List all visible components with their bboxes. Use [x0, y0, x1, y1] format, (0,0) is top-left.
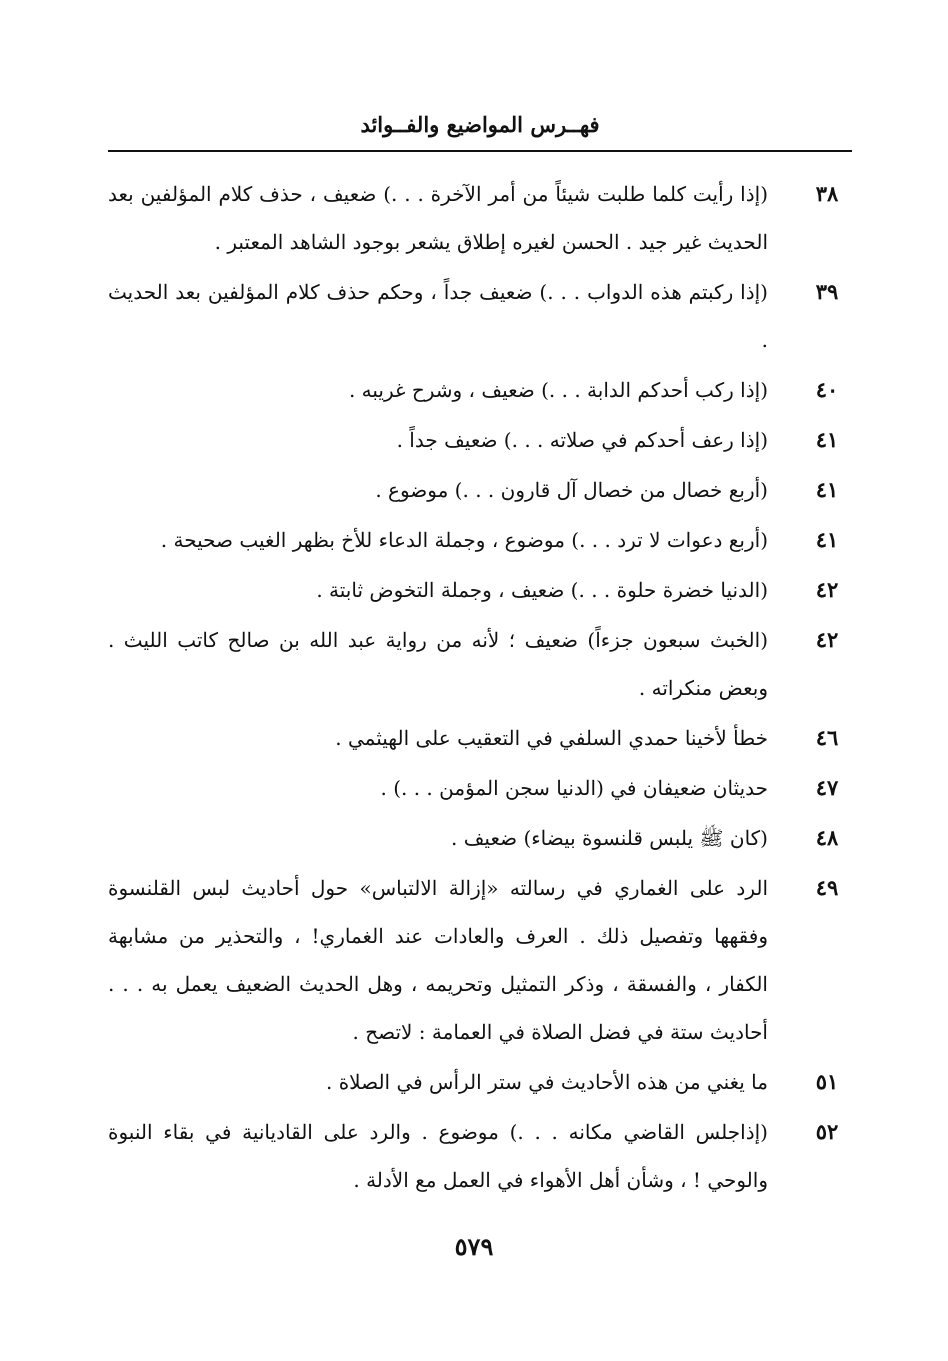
entry-text: (إذاجلس القاضي مكانه . . .) موضوع . والرد على القاديانية في بقاء النبوة والوحي ! ، وشأن أهل الأهواء في العمل مع الأدلة . — [108, 1120, 768, 1192]
entry-page-number: ٤٠ — [815, 377, 839, 402]
index-entry — [108, 1058, 852, 1106]
entry-text: (أربع خصال من خصال آل قارون . . .) موضوع . — [375, 478, 768, 502]
entry-page-number: ٤٢ — [815, 577, 839, 602]
entry-page-number: ٥٢ — [815, 1119, 839, 1144]
entry-text: (إذا رأيت كلما طلبت شيئاً من أمر الآخرة . . .) ضعيف ، حذف كلام المؤلفين بعد الحديث غير جيد . الحسن لغيره إطلاق يشعر بوجود الشاهد المعتبر . — [108, 182, 768, 254]
entry-page-number: ٤٦ — [815, 725, 839, 750]
entry-page-number: ٥١ — [815, 1069, 839, 1094]
entry-page-number: ٤٢ — [815, 627, 839, 652]
index-entry — [108, 416, 852, 464]
index-entry — [108, 170, 852, 266]
entry-page-number: ٤١ — [815, 477, 839, 502]
entry-text: حديثان ضعيفان في (الدنيا سجن المؤمن . . .) . — [380, 776, 768, 800]
index-entry — [108, 714, 852, 762]
index-entry — [108, 466, 852, 514]
entry-text: خطأ لأخينا حمدي السلفي في التعقيب على الهيثمي . — [335, 726, 768, 750]
entry-page-number: ٤١ — [815, 527, 839, 552]
index-entry — [108, 1108, 852, 1204]
entry-text: (إذا رعف أحدكم في صلاته . . .) ضعيف جداً . — [396, 428, 768, 452]
index-entry — [108, 864, 852, 1056]
entry-page-number: ٣٨ — [815, 181, 839, 206]
entry-page-number: ٤٨ — [815, 825, 839, 850]
entry-text: (كان ﷺ يلبس قلنسوة بيضاء) ضعيف . — [451, 826, 768, 850]
page-header-title: فهــرس المواضيع والفــوائد — [360, 112, 600, 137]
index-list — [108, 170, 852, 1206]
entry-text: (الدنيا خضرة حلوة . . .) ضعيف ، وجملة التخوض ثابتة . — [316, 578, 768, 602]
entry-text: الرد على الغماري في رسالته «إزالة الالتباس» حول أحاديث لبس القلنسوة وفقهها وتفصيل ذلك . العرف والعادات عند الغماري! ، والتحذير من مشابهة الكفار ، والفسقة ، وذكر التمثيل وتحريمه ، وهل الحديث الضعيف يعمل به . . . أحاديث ستة في فضل الصلاة في العمامة : لاتصح . — [108, 876, 768, 1044]
entry-text: ما يغني من هذه الأحاديث في ستر الرأس في الصلاة . — [325, 1070, 768, 1094]
entry-page-number: ٤١ — [815, 427, 839, 452]
index-entry — [108, 516, 852, 564]
entry-page-number: ٣٩ — [815, 279, 839, 304]
entry-page-number: ٤٧ — [815, 775, 839, 800]
entry-text: (إذا ركب أحدكم الدابة . . .) ضعيف ، وشرح غريبه . — [348, 378, 768, 402]
page-number: ٥٧٩ — [454, 1232, 494, 1261]
entry-text: (إذا ركبتم هذه الدواب . . .) ضعيف جداً ، وحكم حذف كلام المؤلفين بعد الحديث . — [108, 280, 768, 352]
header-rule — [108, 150, 852, 152]
index-entry — [108, 366, 852, 414]
entry-text: (الخبث سبعون جزءاً) ضعيف ؛ لأنه من رواية عبد الله بن صالح كاتب الليث . وبعض منكراته . — [108, 628, 769, 700]
index-entry — [108, 764, 852, 812]
entry-text: (أربع دعوات لا ترد . . .) موضوع ، وجملة الدعاء للأخ بظهر الغيب صحيحة . — [160, 528, 768, 552]
entry-page-number: ٤٩ — [815, 875, 839, 900]
index-entry — [108, 566, 852, 614]
index-entry — [108, 814, 852, 862]
index-entry — [108, 268, 852, 364]
index-entry — [108, 616, 852, 712]
